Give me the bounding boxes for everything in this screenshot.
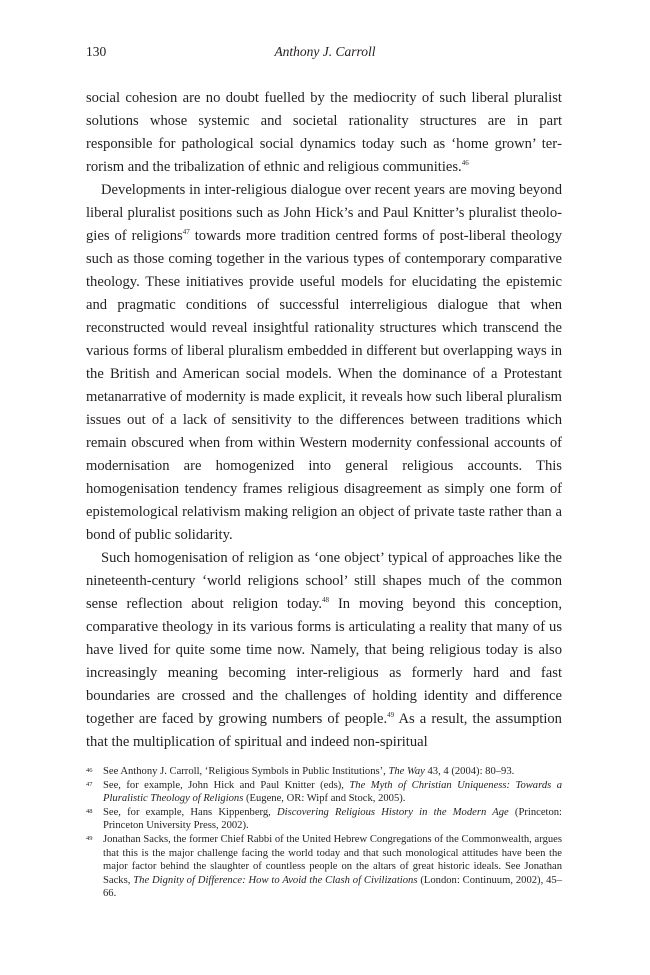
footnote-text-part: Jonathan Sacks, the former Chief Rabbi of the United Hebrew Congregations of the Commonwealth, argues that this is the major challenge facing the world today and that such monological attitudes have been the major factor behind the slaughter of countless people on the altars of great historic ideals. See Jonathan Sacks, [103, 833, 562, 886]
footnote-title: The Dignity of Difference: How to Avoid the Clash of Civilizations [133, 874, 418, 886]
footnote [86, 806, 562, 833]
footnote-text-part: See, for example, Hans Kippenberg, [103, 806, 278, 818]
footnote [86, 765, 562, 779]
footnote-text-part: 43, 4 (2004): 80–93. [424, 766, 515, 777]
footnote-text [103, 779, 562, 806]
footnotes [86, 765, 562, 901]
footnote-text [103, 806, 562, 833]
running-head: Anthony J. Carroll [274, 44, 376, 59]
paragraph-3 [86, 547, 562, 754]
footnote-text-part: See Anthony J. Carroll, ‘Religious Symbols in Public Institutions’, [103, 766, 389, 777]
footnote-number: 48 [86, 807, 93, 815]
footnote-number: 49 [86, 834, 93, 842]
footnote [86, 833, 562, 901]
paragraph-2 [86, 179, 562, 547]
footnote-text-part: (Eugene, OR: Wipf and Stock, 2005). [243, 793, 406, 805]
footnote-text-part: (Princeton: Princeton University Press, 2002). [103, 806, 562, 832]
paragraph-3-text-a: Such homogenisation of religion as ‘one object’ typical of approaches like the nineteenth-century ‘world religions school’ still shapes much of the common sense reflection about religion today. [86, 550, 562, 612]
footnote-title: The Myth of Christian Uniqueness: Towards a Pluralistic Theology of Religions [103, 779, 562, 805]
footnote-text-part: See, for example, John Hick and Paul Knitter (eds), [103, 779, 350, 791]
body-text [86, 87, 562, 754]
paragraph-3-text-c: As a result, the assumption that the multiplication of spiritual and indeed non-spiritual [86, 711, 562, 750]
footnote-title: The Way [388, 766, 425, 777]
footnote-ref-46: 46 [461, 159, 469, 167]
footnote-ref-48: 48 [322, 596, 330, 604]
footnote-text-part: (London: Continuum, 2002), 45–66. [103, 874, 562, 900]
paragraph-1-text: social cohesion are no doubt fuelled by the mediocrity of such liberal pluralist solutions whose systemic and societal rationality structures are in part responsible for pathological social dynamics today such as ‘home grown’ terrorism and the tribalization of ethnic and religious communities. [86, 90, 562, 175]
paragraph-2-text-a: Developments in inter-religious dialogue over recent years are moving beyond liberal pluralist positions such as John Hick’s and Paul Knitter’s pluralist theologies of religions [86, 182, 562, 244]
footnote-number: 46 [86, 767, 93, 774]
page-number: 130 [86, 44, 107, 59]
footnote-text [103, 833, 562, 901]
footnote-ref-47: 47 [182, 228, 190, 236]
footnote-ref-49: 49 [387, 711, 395, 719]
paragraph-1 [86, 87, 562, 179]
footnote [86, 779, 562, 806]
footnote-title: Discovering Religious History in the Modern Age [277, 806, 509, 818]
paragraph-2-text-b: towards more tradition centred forms of post-liberal theology such as those coming together in the various types of contemporary comparative theology. These initiatives provide useful models for elucidating the epistemic and pragmatic conditions of successful interreligious dialogue that when reconstructed would reveal insightful rationality structures which transcend the various forms of liberal pluralism embedded in different but overlapping ways in the British and American social models. When the dominance of a Protestant metanarrative of modernity is made explicit, it reveals how such liberal pluralism issues out of a lack of sensitivity to the differences between traditions which remain obscured when from within Western modernity confessional accounts of modernisation are homogenized into general religious accounts. This homogenisation tendency frames religious disagreement as simply one form of epistemological relativism making religion an object of private taste rather than a bond of public solidarity. [86, 228, 562, 543]
footnote-text [103, 765, 562, 779]
footnote-number: 47 [86, 780, 93, 788]
paragraph-3-text-b: In moving beyond this conception, comparative theology in its various forms is articulating a reality that many of us have lived for quite some time now. Namely, that being religious today is also increasingly meaning becoming inter-religious as formerly hard and fast boundaries are crossed and the challenges of holding identity and difference together are faced by growing numbers of people. [86, 596, 562, 727]
